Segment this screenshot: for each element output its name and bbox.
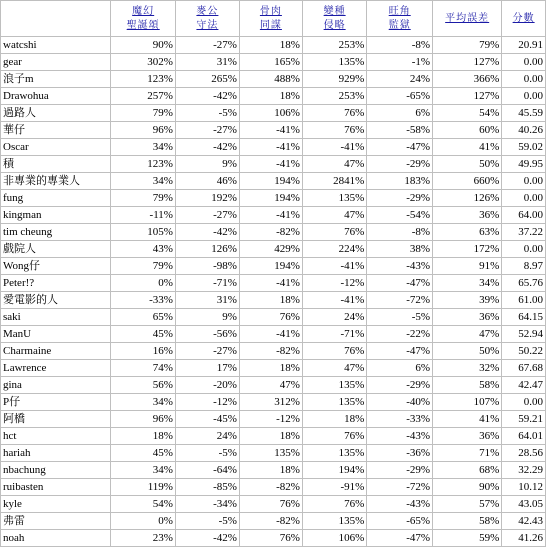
- header-label-line1: 魔幻: [132, 5, 155, 17]
- header-label-line1: 平均誤差: [445, 12, 490, 24]
- cell-value[interactable]: -27%: [175, 122, 239, 139]
- table-row: [1, 88, 546, 105]
- cell-value[interactable]: 194%: [239, 173, 302, 190]
- table-row: [1, 224, 546, 241]
- cell-value[interactable]: 41.26: [502, 530, 546, 547]
- cell-value[interactable]: -45%: [175, 411, 239, 428]
- cell-value[interactable]: 32%: [433, 360, 502, 377]
- cell-value[interactable]: 52.94: [502, 326, 546, 343]
- header-label-line2: 侵略: [323, 19, 346, 31]
- cell-value[interactable]: 59.21: [502, 411, 546, 428]
- cell-value[interactable]: 929%: [302, 71, 366, 88]
- header-label-line2: 同謀: [259, 19, 282, 31]
- cell-value[interactable]: 36%: [433, 207, 502, 224]
- cell-player-name[interactable]: Lawrence: [1, 360, 111, 377]
- cell-value[interactable]: 24%: [302, 309, 366, 326]
- cell-value[interactable]: 54%: [111, 496, 176, 513]
- cell-value[interactable]: -5%: [175, 105, 239, 122]
- cell-value[interactable]: 60%: [433, 122, 502, 139]
- cell-player-name[interactable]: Charmaine: [1, 343, 111, 360]
- cell-value[interactable]: 8.97: [502, 258, 546, 275]
- cell-value[interactable]: 39%: [433, 292, 502, 309]
- cell-value[interactable]: 96%: [111, 122, 176, 139]
- header-christmas-carol[interactable]: [111, 1, 176, 37]
- table-row: [1, 156, 546, 173]
- header-row: [1, 1, 546, 37]
- cell-player-name[interactable]: P仔: [1, 394, 111, 411]
- cell-value[interactable]: 183%: [367, 173, 433, 190]
- table-row: [1, 309, 546, 326]
- cell-value[interactable]: 126%: [175, 241, 239, 258]
- cell-value[interactable]: 36%: [433, 428, 502, 445]
- cell-value[interactable]: -47%: [367, 139, 433, 156]
- cell-value[interactable]: -29%: [367, 190, 433, 207]
- cell-player-name[interactable]: kyle: [1, 496, 111, 513]
- header-mutant[interactable]: [302, 1, 366, 37]
- cell-value[interactable]: 18%: [239, 292, 302, 309]
- cell-value[interactable]: 224%: [302, 241, 366, 258]
- header-accomplice[interactable]: [239, 1, 302, 37]
- cell-value[interactable]: 31%: [175, 54, 239, 71]
- cell-value[interactable]: 50%: [433, 343, 502, 360]
- cell-value[interactable]: 23%: [111, 530, 176, 547]
- cell-value[interactable]: -43%: [367, 496, 433, 513]
- cell-player-name[interactable]: ruibasten: [1, 479, 111, 496]
- cell-value[interactable]: 65%: [111, 309, 176, 326]
- cell-value[interactable]: 9%: [175, 309, 239, 326]
- header-mongkok-prison[interactable]: [367, 1, 433, 37]
- cell-value[interactable]: 302%: [111, 54, 176, 71]
- cell-value[interactable]: 34%: [111, 394, 176, 411]
- cell-value[interactable]: 56%: [111, 377, 176, 394]
- cell-player-name[interactable]: gina: [1, 377, 111, 394]
- cell-value[interactable]: -12%: [239, 411, 302, 428]
- table-body: [1, 37, 546, 547]
- cell-value[interactable]: -11%: [111, 207, 176, 224]
- cell-value[interactable]: -36%: [367, 445, 433, 462]
- cell-value[interactable]: 31%: [175, 292, 239, 309]
- cell-player-name[interactable]: hct: [1, 428, 111, 445]
- cell-value[interactable]: 64.01: [502, 428, 546, 445]
- cell-value[interactable]: 0.00: [502, 190, 546, 207]
- cell-value[interactable]: 61.00: [502, 292, 546, 309]
- cell-value[interactable]: -41%: [302, 292, 366, 309]
- cell-value[interactable]: 135%: [302, 190, 366, 207]
- cell-value[interactable]: 34%: [111, 173, 176, 190]
- cell-player-name[interactable]: hariah: [1, 445, 111, 462]
- cell-value[interactable]: 127%: [433, 88, 502, 105]
- cell-value[interactable]: 76%: [302, 496, 366, 513]
- cell-value[interactable]: 165%: [239, 54, 302, 71]
- cell-value[interactable]: -12%: [302, 275, 366, 292]
- cell-value[interactable]: -72%: [367, 479, 433, 496]
- cell-value[interactable]: 76%: [302, 105, 366, 122]
- cell-value[interactable]: 2841%: [302, 173, 366, 190]
- cell-value[interactable]: 135%: [302, 394, 366, 411]
- cell-value[interactable]: 71%: [433, 445, 502, 462]
- cell-value[interactable]: 68%: [433, 462, 502, 479]
- cell-player-name[interactable]: 積: [1, 156, 111, 173]
- cell-value[interactable]: -41%: [239, 156, 302, 173]
- cell-value[interactable]: 18%: [239, 360, 302, 377]
- cell-value[interactable]: -5%: [175, 513, 239, 530]
- cell-value[interactable]: 135%: [302, 445, 366, 462]
- cell-player-name[interactable]: fung: [1, 190, 111, 207]
- cell-player-name[interactable]: 非專業的專業人: [1, 173, 111, 190]
- cell-value[interactable]: -43%: [367, 258, 433, 275]
- cell-value[interactable]: -41%: [302, 258, 366, 275]
- cell-value[interactable]: 24%: [175, 428, 239, 445]
- header-label-line1: 分數: [512, 12, 535, 24]
- cell-value[interactable]: -8%: [367, 37, 433, 54]
- cell-value[interactable]: 123%: [111, 156, 176, 173]
- cell-value[interactable]: -42%: [175, 224, 239, 241]
- cell-value[interactable]: -27%: [175, 207, 239, 224]
- cell-value[interactable]: 488%: [239, 71, 302, 88]
- cell-value[interactable]: 127%: [433, 54, 502, 71]
- cell-value[interactable]: -33%: [111, 292, 176, 309]
- cell-value[interactable]: 57%: [433, 496, 502, 513]
- cell-player-name[interactable]: watcshi: [1, 37, 111, 54]
- cell-value[interactable]: 47%: [433, 326, 502, 343]
- cell-value[interactable]: 47%: [302, 207, 366, 224]
- cell-value[interactable]: 0%: [111, 275, 176, 292]
- cell-value[interactable]: 172%: [433, 241, 502, 258]
- table-row: [1, 462, 546, 479]
- table-row: [1, 139, 546, 156]
- cell-player-name[interactable]: saki: [1, 309, 111, 326]
- cell-value[interactable]: 18%: [239, 428, 302, 445]
- header-label-line1: 旺角: [388, 5, 411, 17]
- cell-value[interactable]: 64.15: [502, 309, 546, 326]
- header-label-line1: 變種: [323, 5, 346, 17]
- cell-value[interactable]: -27%: [175, 37, 239, 54]
- cell-value[interactable]: 47%: [302, 156, 366, 173]
- cell-value[interactable]: 59.02: [502, 139, 546, 156]
- cell-value[interactable]: -71%: [175, 275, 239, 292]
- cell-value[interactable]: 135%: [239, 445, 302, 462]
- cell-value[interactable]: -1%: [367, 54, 433, 71]
- cell-value[interactable]: 429%: [239, 241, 302, 258]
- cell-value[interactable]: 135%: [302, 377, 366, 394]
- cell-value[interactable]: 28.56: [502, 445, 546, 462]
- cell-value[interactable]: 91%: [433, 258, 502, 275]
- cell-value[interactable]: 67.68: [502, 360, 546, 377]
- header-avg-error[interactable]: [433, 1, 502, 37]
- cell-value[interactable]: -41%: [239, 207, 302, 224]
- cell-value[interactable]: 0.00: [502, 394, 546, 411]
- cell-player-name[interactable]: Drawohua: [1, 88, 111, 105]
- cell-value[interactable]: 90%: [433, 479, 502, 496]
- cell-value[interactable]: -82%: [239, 479, 302, 496]
- cell-value[interactable]: 96%: [111, 411, 176, 428]
- cell-player-name[interactable]: 愛電影的人: [1, 292, 111, 309]
- cell-value[interactable]: -54%: [367, 207, 433, 224]
- table-row: [1, 445, 546, 462]
- table-row: [1, 360, 546, 377]
- cell-value[interactable]: 65.76: [502, 275, 546, 292]
- table-row: [1, 173, 546, 190]
- cell-player-name[interactable]: 阿橋: [1, 411, 111, 428]
- cell-value[interactable]: -98%: [175, 258, 239, 275]
- cell-value[interactable]: 76%: [239, 496, 302, 513]
- cell-value[interactable]: -8%: [367, 224, 433, 241]
- cell-value[interactable]: 41%: [433, 139, 502, 156]
- table-row: [1, 105, 546, 122]
- cell-value[interactable]: -41%: [239, 122, 302, 139]
- table-row: [1, 394, 546, 411]
- cell-value[interactable]: -29%: [367, 156, 433, 173]
- table-row: [1, 530, 546, 547]
- cell-player-name[interactable]: 戲院人: [1, 241, 111, 258]
- cell-value[interactable]: -64%: [175, 462, 239, 479]
- cell-value[interactable]: 76%: [302, 343, 366, 360]
- cell-value[interactable]: 6%: [367, 105, 433, 122]
- cell-value[interactable]: -20%: [175, 377, 239, 394]
- cell-value[interactable]: 54%: [433, 105, 502, 122]
- cell-value[interactable]: 90%: [111, 37, 176, 54]
- cell-value[interactable]: 59%: [433, 530, 502, 547]
- cell-value[interactable]: -41%: [239, 275, 302, 292]
- cell-value[interactable]: -65%: [367, 513, 433, 530]
- cell-value[interactable]: 17%: [175, 360, 239, 377]
- cell-value[interactable]: 0%: [111, 513, 176, 530]
- cell-value[interactable]: 79%: [111, 258, 176, 275]
- cell-value[interactable]: 660%: [433, 173, 502, 190]
- cell-value[interactable]: 107%: [433, 394, 502, 411]
- table-row: [1, 258, 546, 275]
- cell-value[interactable]: 105%: [111, 224, 176, 241]
- cell-value[interactable]: -29%: [367, 462, 433, 479]
- table-row: [1, 411, 546, 428]
- cell-value[interactable]: -42%: [175, 530, 239, 547]
- cell-value[interactable]: -82%: [239, 343, 302, 360]
- cell-value[interactable]: 43.05: [502, 496, 546, 513]
- cell-player-name[interactable]: noah: [1, 530, 111, 547]
- header-label-line1: 骨肉: [259, 5, 282, 17]
- cell-value[interactable]: 194%: [302, 462, 366, 479]
- cell-value[interactable]: 135%: [302, 513, 366, 530]
- cell-value[interactable]: 194%: [239, 190, 302, 207]
- table-row: [1, 326, 546, 343]
- table-row: [1, 292, 546, 309]
- cell-player-name[interactable]: 弗雷: [1, 513, 111, 530]
- cell-value[interactable]: 76%: [239, 309, 302, 326]
- cell-value[interactable]: 38%: [367, 241, 433, 258]
- cell-value[interactable]: 106%: [302, 530, 366, 547]
- cell-player-name[interactable]: Peter!?: [1, 275, 111, 292]
- cell-value[interactable]: 45%: [111, 445, 176, 462]
- cell-value[interactable]: 58%: [433, 513, 502, 530]
- cell-value[interactable]: 18%: [111, 428, 176, 445]
- cell-value[interactable]: -12%: [175, 394, 239, 411]
- cell-value[interactable]: 119%: [111, 479, 176, 496]
- cell-value[interactable]: 9%: [175, 156, 239, 173]
- cell-value[interactable]: -72%: [367, 292, 433, 309]
- cell-value[interactable]: -65%: [367, 88, 433, 105]
- cell-value[interactable]: -42%: [175, 139, 239, 156]
- cell-value[interactable]: 257%: [111, 88, 176, 105]
- cell-value[interactable]: 50.22: [502, 343, 546, 360]
- cell-value[interactable]: -71%: [302, 326, 366, 343]
- cell-player-name[interactable]: kingman: [1, 207, 111, 224]
- cell-value[interactable]: -27%: [175, 343, 239, 360]
- cell-value[interactable]: 45%: [111, 326, 176, 343]
- cell-value[interactable]: -58%: [367, 122, 433, 139]
- cell-value[interactable]: 265%: [175, 71, 239, 88]
- cell-value[interactable]: 253%: [302, 88, 366, 105]
- table-row: [1, 241, 546, 258]
- header-label-line2: 監獄: [388, 19, 411, 31]
- cell-value[interactable]: 106%: [239, 105, 302, 122]
- cell-value[interactable]: 34%: [433, 275, 502, 292]
- cell-value[interactable]: 34%: [111, 462, 176, 479]
- cell-player-name[interactable]: Oscar: [1, 139, 111, 156]
- cell-value[interactable]: -42%: [175, 88, 239, 105]
- cell-value[interactable]: 24%: [367, 71, 433, 88]
- cell-value[interactable]: 79%: [111, 190, 176, 207]
- header-label-line1: 麥公: [196, 5, 219, 17]
- table-row: [1, 377, 546, 394]
- cell-value[interactable]: 135%: [302, 54, 366, 71]
- cell-value[interactable]: 20.91: [502, 37, 546, 54]
- cell-value[interactable]: 34%: [111, 139, 176, 156]
- cell-player-name[interactable]: Wong仔: [1, 258, 111, 275]
- cell-value[interactable]: 63%: [433, 224, 502, 241]
- cell-value[interactable]: 76%: [239, 530, 302, 547]
- cell-value[interactable]: 16%: [111, 343, 176, 360]
- table-row: [1, 37, 546, 54]
- cell-value[interactable]: 123%: [111, 71, 176, 88]
- cell-value[interactable]: 36%: [433, 309, 502, 326]
- cell-value[interactable]: 10.12: [502, 479, 546, 496]
- cell-value[interactable]: 192%: [175, 190, 239, 207]
- cell-value[interactable]: 42.43: [502, 513, 546, 530]
- cell-value[interactable]: 58%: [433, 377, 502, 394]
- cell-value[interactable]: -40%: [367, 394, 433, 411]
- cell-value[interactable]: -5%: [367, 309, 433, 326]
- cell-value[interactable]: 76%: [302, 224, 366, 241]
- table-row: [1, 343, 546, 360]
- cell-value[interactable]: 76%: [302, 428, 366, 445]
- cell-value[interactable]: -47%: [367, 275, 433, 292]
- cell-value[interactable]: -56%: [175, 326, 239, 343]
- cell-value[interactable]: -41%: [302, 139, 366, 156]
- table-row: [1, 190, 546, 207]
- cell-value[interactable]: 43%: [111, 241, 176, 258]
- cell-value[interactable]: -47%: [367, 530, 433, 547]
- cell-value[interactable]: 18%: [302, 411, 366, 428]
- cell-player-name[interactable]: 過路人: [1, 105, 111, 122]
- cell-value[interactable]: 312%: [239, 394, 302, 411]
- cell-value[interactable]: -82%: [239, 224, 302, 241]
- cell-value[interactable]: -43%: [367, 428, 433, 445]
- cell-value[interactable]: 18%: [239, 88, 302, 105]
- cell-player-name[interactable]: tim cheung: [1, 224, 111, 241]
- header-score[interactable]: [502, 1, 546, 37]
- header-law-abiding[interactable]: [175, 1, 239, 37]
- cell-value[interactable]: 37.22: [502, 224, 546, 241]
- cell-value[interactable]: 0.00: [502, 241, 546, 258]
- cell-value[interactable]: -85%: [175, 479, 239, 496]
- cell-player-name[interactable]: nbachung: [1, 462, 111, 479]
- cell-value[interactable]: 45.59: [502, 105, 546, 122]
- cell-value[interactable]: 41%: [433, 411, 502, 428]
- cell-value[interactable]: 46%: [175, 173, 239, 190]
- cell-value[interactable]: 126%: [433, 190, 502, 207]
- header-name[interactable]: [1, 1, 111, 37]
- cell-player-name[interactable]: ManU: [1, 326, 111, 343]
- table-row: [1, 479, 546, 496]
- cell-value[interactable]: 0.00: [502, 88, 546, 105]
- table-row: [1, 54, 546, 71]
- cell-player-name[interactable]: 浪子m: [1, 71, 111, 88]
- cell-value[interactable]: -5%: [175, 445, 239, 462]
- table-row: [1, 496, 546, 513]
- cell-value[interactable]: 0.00: [502, 54, 546, 71]
- cell-player-name[interactable]: 華仔: [1, 122, 111, 139]
- cell-value[interactable]: 194%: [239, 258, 302, 275]
- table-row: [1, 71, 546, 88]
- cell-value[interactable]: -33%: [367, 411, 433, 428]
- cell-value[interactable]: 47%: [302, 360, 366, 377]
- table-row: [1, 122, 546, 139]
- cell-value[interactable]: 64.00: [502, 207, 546, 224]
- cell-value[interactable]: 49.95: [502, 156, 546, 173]
- table-row: [1, 428, 546, 445]
- cell-value[interactable]: 0.00: [502, 173, 546, 190]
- cell-value[interactable]: 79%: [433, 37, 502, 54]
- cell-value[interactable]: 42.47: [502, 377, 546, 394]
- cell-value[interactable]: -22%: [367, 326, 433, 343]
- cell-value[interactable]: 6%: [367, 360, 433, 377]
- table-row: [1, 275, 546, 292]
- cell-player-name[interactable]: gear: [1, 54, 111, 71]
- cell-value[interactable]: 366%: [433, 71, 502, 88]
- cell-value[interactable]: 79%: [111, 105, 176, 122]
- table-row: [1, 207, 546, 224]
- header-label-line2: 守法: [196, 19, 219, 31]
- cell-value[interactable]: 50%: [433, 156, 502, 173]
- cell-value[interactable]: -41%: [239, 139, 302, 156]
- cell-value[interactable]: 32.29: [502, 462, 546, 479]
- cell-value[interactable]: 253%: [302, 37, 366, 54]
- cell-value[interactable]: -34%: [175, 496, 239, 513]
- cell-value[interactable]: -82%: [239, 513, 302, 530]
- cell-value[interactable]: 74%: [111, 360, 176, 377]
- cell-value[interactable]: 47%: [239, 377, 302, 394]
- cell-value[interactable]: 0.00: [502, 71, 546, 88]
- cell-value[interactable]: -91%: [302, 479, 366, 496]
- cell-value[interactable]: 40.26: [502, 122, 546, 139]
- cell-value[interactable]: -29%: [367, 377, 433, 394]
- cell-value[interactable]: 18%: [239, 37, 302, 54]
- cell-value[interactable]: -47%: [367, 343, 433, 360]
- cell-value[interactable]: 18%: [239, 462, 302, 479]
- cell-value[interactable]: -41%: [239, 326, 302, 343]
- cell-value[interactable]: 76%: [302, 122, 366, 139]
- header-label-line2: 聖誕頌: [126, 19, 160, 31]
